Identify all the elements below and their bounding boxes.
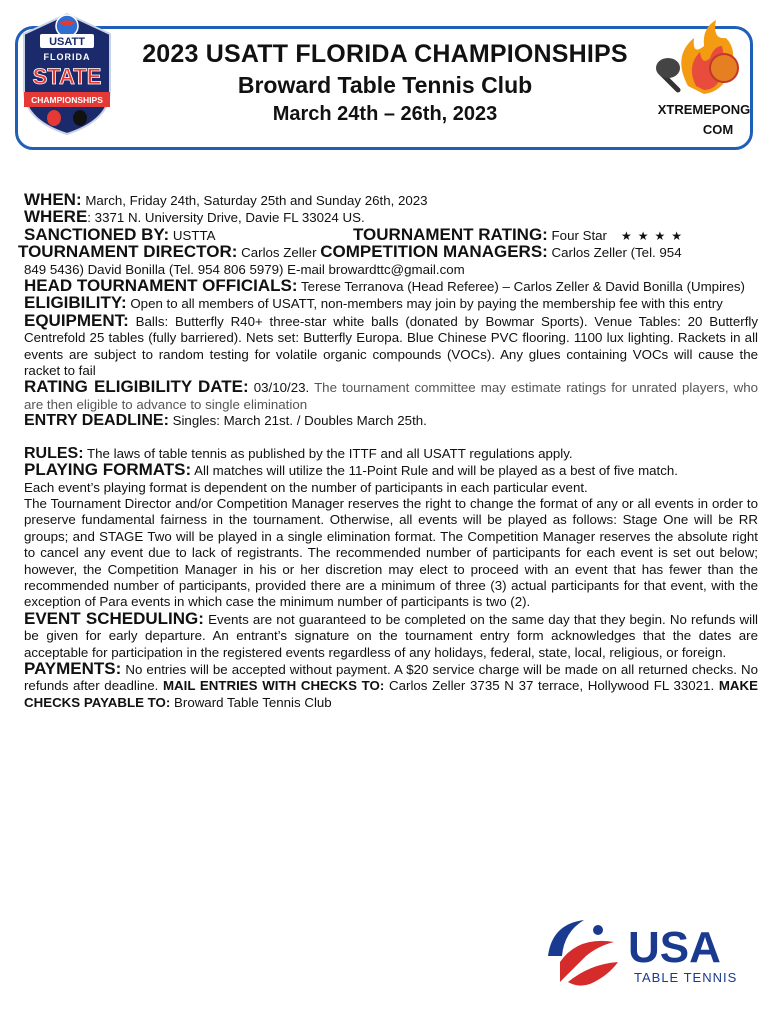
logo-state-text: STATE (32, 64, 102, 89)
formats-label: PLAYING FORMATS: (24, 460, 192, 480)
logo-championships-text: CHAMPIONSHIPS (31, 95, 103, 105)
director-text: Carlos Zeller (241, 245, 317, 261)
when-row (24, 192, 758, 209)
equipment-text: Balls: Butterfly R40+ three-star white balls (donated by Bowmar Sports). Venue Tables: 20 Butterfly Centrefold 25 tables (fully barriered). Nets set: Butterfly Europa. Blue Chinese PVC flooring. 1100 lux lighting. Rackets in all events are subject to random testing for volatile organic compounds (VOCs). Any glues containing VOCs will cause the racket to fail (24, 313, 758, 379)
where-text: : 3371 N. University Drive, Davie FL 33024 US. (87, 210, 365, 226)
formats-row (24, 462, 758, 479)
deadline-label: ENTRY DEADLINE: (24, 412, 169, 430)
page-title: 2023 USATT FLORIDA CHAMPIONSHIPS (142, 40, 628, 68)
scheduling-label: EVENT SCHEDULING: (24, 608, 204, 628)
xtremepong-logo (642, 16, 758, 146)
event-dates: March 24th – 26th, 2023 (272, 103, 498, 125)
ball-icon (593, 925, 603, 935)
officials-text: Terese Terranova (Head Referee) – Carlos Zeller & David Bonilla (Umpires) (301, 279, 745, 295)
mail-label: MAIL ENTRIES WITH CHECKS TO: (162, 678, 385, 694)
logo-usatt-text: USATT (49, 36, 85, 48)
scheduling-text: Events are not guaranteed to be completed on the same day that they begin. No refunds will be given for early departure. An entrant’s signature on the tournament entry form acknowledges that the dates are acceptable for participation in the registered events regardless of any holidays, federal, state, local, religious, or foreign. (24, 611, 758, 660)
usa-text: USA (628, 923, 721, 972)
deadline-row (24, 413, 758, 429)
paddle-icon (73, 110, 87, 126)
eligibility-label: ELIGIBILITY: (24, 293, 127, 313)
deadline-text: Singles: March 21st. / Doubles March 25th. (172, 413, 427, 429)
officials-label: HEAD TOURNAMENT OFFICIALS: (24, 276, 298, 296)
rating-text: Four Star (551, 227, 607, 243)
usa-table-tennis-logo (538, 912, 750, 994)
xtremepong-text: XTREMEPONG (657, 102, 751, 117)
director-row (18, 244, 758, 261)
sanctioned-label: SANCTIONED BY: (24, 224, 170, 244)
star-icons: ★★★★ (620, 228, 688, 243)
where-label: WHERE (24, 207, 88, 227)
managers-contact: 849 5436) David Bonilla (Tel. 954 806 5979) E-mail browardttc@gmail.com (24, 261, 465, 277)
rating-label: TOURNAMENT RATING: (352, 224, 548, 244)
formats-paragraph: The Tournament Director and/or Competition Manager reserves the right to change the format of any or all events in order to preserve fundamental fairness in the tournament. Otherwise, all events will be played as follows: Stage One will be RR groups; and STAGE Two will be played in a single elimination format. The Competition Manager reserves the absolute right to cancel any event due to lack of registrants. The recommended number of participants for each event is set out below; however, the Competition Manager in his or her discretion may elect to proceed with an event that has fewer than the recommended number of participants, provided there are a minimum of three (3) actual participants for that event, with the exception of Para events in which case the minimum number of participants is two (2). (24, 495, 758, 610)
logo-florida-text: FLORIDA (43, 52, 91, 62)
rating-date-text: The tournament committee may estimate ratings for unrated players, who are then eligible to advance to single elimination (24, 380, 758, 412)
xtremepong-com-text: COM (702, 122, 734, 137)
payments-label: PAYMENTS: (24, 658, 122, 678)
club-name: Broward Table Tennis Club (237, 72, 533, 98)
rating-date-value: 03/10/23. (253, 380, 310, 396)
when-text: March, Friday 24th, Saturday 25th and Sunday 26th, 2023 (85, 193, 428, 208)
managers-label: COMPETITION MANAGERS: (320, 242, 548, 262)
payable-label: MAKE CHECKS PAYABLE TO: (24, 678, 759, 710)
paddle-icon (656, 58, 680, 78)
florida-championships-logo (18, 12, 116, 136)
director-label: TOURNAMENT DIRECTOR: (18, 242, 238, 262)
rating-date-label: RATING ELIGIBILITY DATE: (24, 377, 249, 397)
equipment-label: EQUIPMENT: (24, 310, 129, 330)
tournament-details (18, 190, 759, 711)
rating-date-row (24, 379, 758, 413)
payments-text: No entries will be accepted without payment. A $20 service charge will be made on all returned checks. No refunds after deadline. (24, 661, 758, 694)
managers-text: Carlos Zeller (Tel. 954 (551, 245, 682, 261)
ball-icon (710, 54, 738, 82)
eligibility-row (24, 295, 758, 312)
rules-text: The laws of table tennis as published by the ITTF and all USATT regulations apply. (87, 445, 573, 461)
sanctioned-text: USTTA (172, 227, 216, 243)
mail-text: Carlos Zeller 3735 N 37 terrace, Hollywood FL 33021. (389, 678, 715, 694)
payable-text: Broward Table Tennis Club (174, 694, 332, 710)
rules-label: RULES: (24, 444, 84, 462)
formats-line2: Each event’s playing format is dependent on the number of participants in each particular event. (24, 479, 588, 495)
officials-row (24, 278, 758, 295)
paddle-icon (47, 110, 61, 126)
scheduling-row (24, 608, 758, 661)
table-tennis-text: TABLE TENNIS (634, 970, 738, 985)
eligibility-text: Open to all members of USATT, non-members may join by paying the membership fee with this entry (130, 296, 723, 312)
when-label: WHEN: (24, 190, 82, 209)
payments-row (24, 658, 759, 711)
equipment-row (24, 310, 758, 380)
formats-text: All matches will utilize the 11-Point Rule and will be played as a best of five match. (194, 463, 678, 479)
globe-icon (56, 15, 78, 37)
